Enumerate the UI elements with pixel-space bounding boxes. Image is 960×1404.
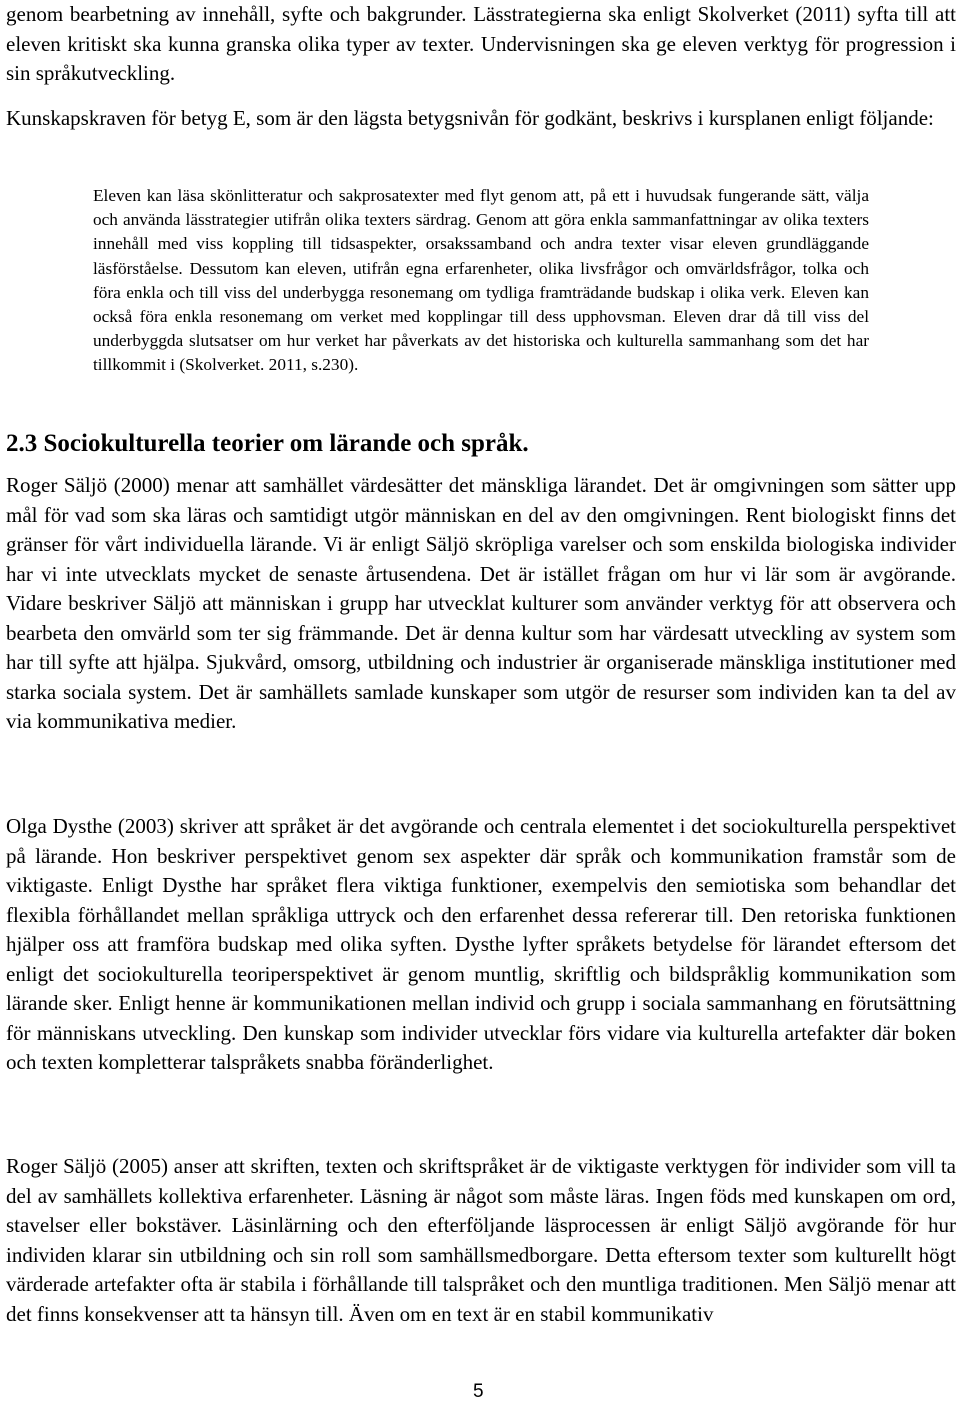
intro-paragraph: genom bearbetning av innehåll, syfte och bakgrunder. Lässtrategierna ska enligt Skolverket (2011) syfta till att eleven kritiskt ska kunna granska olika typer av texter. Undervisningen ska ge eleven verktyg för progression i sin språkutveckling. xyxy=(6,2,956,85)
paragraph-saljo-2005: Roger Säljö (2005) anser att skriften, texten och skriftspråket är de viktigaste verktygen för individer som vill ta del av samhällets kollektiva erfarenheter. Läsning är något som måste läras. Ingen föds med kunskapen om ord, stavelser eller bokstäver. Läsinlärning och den efterföljande läsprocessen är enligt Säljö avgörande för hur individen klarar sin utbildning och sin roll som samhällsmedborgare. Detta eftersom texter som kulturellt högt värderade artefakter ofta är stabila i förhållande till talspråket och den muntliga traditionen. Men Säljö menar att det finns konsekvenser att ta hänsyn till. Även om en text är en stabil kommunikativ xyxy=(6,1154,956,1326)
curriculum-block-quote: Eleven kan läsa skönlitteratur och sakprosatexter med flyt genom att, på ett i huvudsak fungerande sätt, välja och använda lässtrategier utifrån olika texters särdrag. Genom att göra enkla sammanfattningar av olika texters innehåll med viss koppling till tidsaspekter, orsakssamband och andra texter visar eleven grundläggande läsförståelse. Dessutom kan eleven, utifrån egna erfarenheter, olika livsfrågor och omvärldsfrågor, tolka och föra enkla och till viss del underbygga resonemang om tydliga framträdande budskap i olika verk. Eleven kan också föra enkla resonemang om verket med kopplingar till dess upphovsman. Eleven drar då till viss del underbyggda slutsatser om hur verket har påverkats av det historiska och kulturella sammanhang som det har tillkommit i (Skolverket. 2011, s.230). xyxy=(93,186,869,375)
kunskapskrav-intro-paragraph: Kunskapskraven för betyg E, som är den lägsta betygsnivån för godkänt, beskrivs i kursplanen enligt följande: xyxy=(6,106,934,130)
section-heading: 2.3 Sociokulturella teorier om lärande och språk. xyxy=(6,430,529,457)
paragraph-dysthe-2003: Olga Dysthe (2003) skriver att språket är det avgörande och centrala elementet i det sociokulturella perspektivet på lärande. Hon beskriver perspektivet genom sex aspekter där språk och kommunikation framstår som de viktigaste. Enligt Dysthe har språket flera viktiga funktioner, exempelvis den semiotiska som behandlar det flexibla förhållandet mellan språkliga uttryck och den erfarenhet dessa refererar till. Den retoriska funktionen hjälper oss att framföra budskap med olika syften. Dysthe lyfter språkets betydelse för lärandet eftersom det enligt det sociokulturella teoriperspektivet är genom muntlig, skriftlig och bildspråklig kommunikation som lärande sker. Enligt henne är kommunikationen mellan individ och grupp i sociala sammanhang en förutsättning för människans utveckling. Den kunskap som individer utvecklar förs vidare via kulturella artefakter där boken och texten kompletterar talspråkets snabba föränderlighet. xyxy=(6,814,956,1074)
page-number: 5 xyxy=(473,1381,484,1402)
paragraph-saljo-2000: Roger Säljö (2000) menar att samhället värdesätter det mänskliga lärandet. Det är omgivningen som sätter upp mål för vad som ska läras och samtidigt utgör människan en del av den omgivningen. Rent biologiskt finns det gränser för vårt individuella lärande. Vi är enligt Säljö skröpliga varelser och som enskilda biologiska individer har vi inte utvecklats mycket de senaste årtusendena. Det är istället frågan om hur vi lär som är avgörande. Vidare beskriver Säljö att människan i grupp har utvecklat kulturer som använder verktyg för att observera och bearbeta den omvärld som ter sig främmande. Det är denna kultur som har värdesatt utveckling av system som har till syfte att hjälpa. Sjukvård, omsorg, utbildning och industrier är organiserade mänskliga institutioner med starka sociala system. Det är samhällets samlade kunskaper som utgör de resurser som individen kan ta del av via kommunikativa medier. xyxy=(6,473,956,733)
